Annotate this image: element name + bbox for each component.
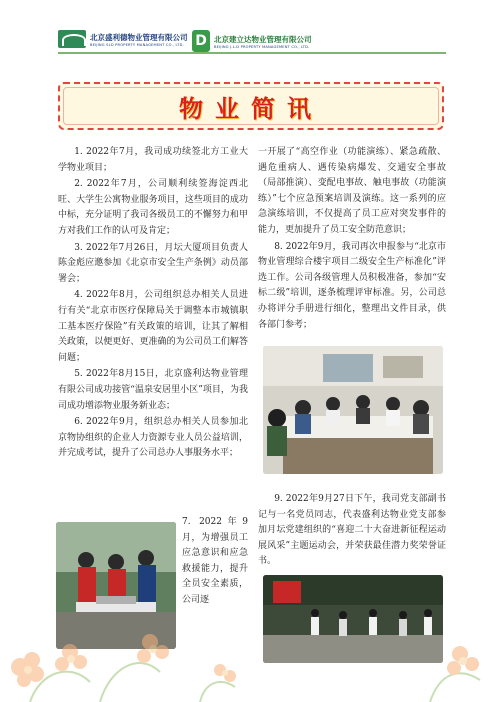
page-title: 物业简讯 xyxy=(179,94,323,123)
news-item-4: 4. 2022年8月，公司组织总办相关人员进行有关“北京市医疗保障局关于调整本市城镇职工基本医疗保险”有关政策的培训，让其了解相关政策，以便更好、更准确的为公司员工们解答问题； xyxy=(58,290,248,363)
news-item-1: 1. 2022年7月，我司成功续签北方工业大学物业项目； xyxy=(58,147,248,173)
news-item-7-continued: 一开展了“高空作业（功能演练）、紧急疏散、遇危重病人、遇传染病爆发、交通安全事故（局部推演）、变配电事故、触电事故（功能演练）”七个应急预案培训及演练。这一系列的应急演练培训，不仅提高了员工应对突发事件的能力，更加提升了员工安全防范意识； xyxy=(258,147,446,235)
company-logo-jld xyxy=(192,30,312,52)
page-header xyxy=(0,0,502,62)
news-item-8: 8. 2022年9月，我司再次申报参与“北京市物业管理综合楼宇项目二级安全生产标准化”评选工作。公司各级管理人员积极准备，参加“安标二级”培训，逐条梳理评审标准。另，公司总办将评分手册进行细化，整理出文件目录，供各部门参考； xyxy=(258,241,446,330)
jld-logo-cn: 北京建立达物业管理有限公司 xyxy=(214,34,312,44)
left-column xyxy=(58,145,248,463)
news-item-5: 5. 2022年8月15日，北京盛利达物业管理有限公司成功接管“温泉安居里小区”项目，为我司成功增添物业服务新业态； xyxy=(58,369,248,411)
sld-logo-icon xyxy=(58,30,86,48)
sld-logo-cn: 北京盛利德物业管理有限公司 xyxy=(90,32,188,42)
company-logo-sld xyxy=(58,30,188,48)
sld-logo-en: BEIJING SLD PROPERTY MANAGEMENT CO., LTD. xyxy=(90,42,184,47)
jld-logo-icon: D xyxy=(192,30,210,52)
jld-logo-en: BEIJING J.L.D PROPERTY MANAGEMENT CO., LTD. xyxy=(214,44,310,49)
news-item-2: 2. 2022年7月，公司顺利续签海淀西北旺、大学生公寓物业服务项目，这些项目的成功中标，充分证明了我司各级员工的不懈努力和甲方对我们工作的认可及肯定； xyxy=(58,179,248,236)
right-column xyxy=(258,145,446,334)
header-divider xyxy=(58,52,446,54)
title-banner xyxy=(58,82,444,130)
news-item-6: 6. 2022年9月，组织总办相关人员参加北京物协组织的企业人力资源专业人员公益培训，并完成考试，提升了公司总办人事服务水平； xyxy=(58,417,248,459)
drill-photo xyxy=(56,522,176,649)
sports-event-photo xyxy=(263,575,443,663)
meeting-photo xyxy=(263,346,443,474)
news-item-3: 3. 2022年7月26日，月坛大厦项目负责人陈金彪应邀参加《北京市安全生产条例》动员部署会； xyxy=(58,242,248,284)
news-item-7: 7. 2022年9月，为增强员工应急意识和应急救援能力，提升全员安全素质，公司逐 xyxy=(182,517,248,605)
news-item-9: 9. 2022年9月27日下午，我司党支部副书记与一名党员同志，代表盛利达物业党支部参加月坛党建组织的“喜迎二十大奋进新征程运动展风采”主题运动会，并荣获最佳潜力奖荣誉证书。 xyxy=(258,494,446,567)
